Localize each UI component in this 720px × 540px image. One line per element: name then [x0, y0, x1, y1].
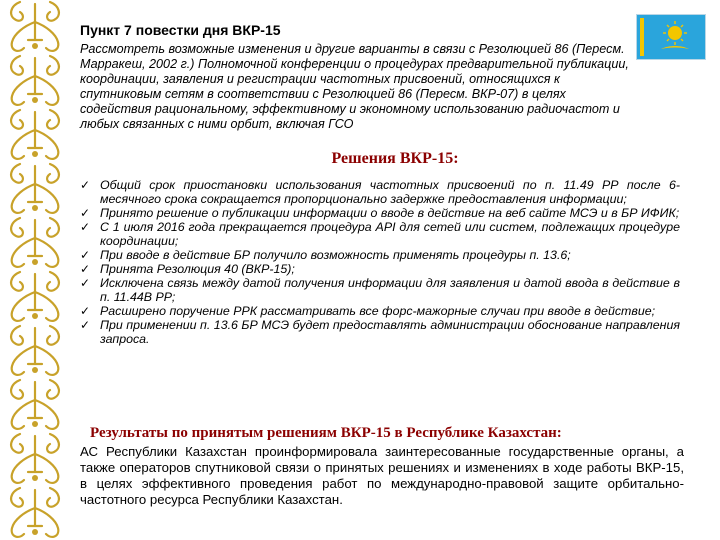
decision-text: Общий срок приостановки использования частотных присвоений по п. 11.49 РР после 6-месячного срока сокращается пропорционально задержке предоставления информации;: [100, 178, 680, 206]
list-item: [80, 178, 680, 206]
checkmark-icon: ✓: [80, 318, 91, 332]
list-item: [80, 262, 680, 276]
decision-text: Принята Резолюция 40 (ВКР-15);: [100, 262, 295, 276]
checkmark-icon: ✓: [80, 276, 91, 290]
header: [80, 22, 636, 132]
list-item: [80, 304, 680, 318]
checkmark-icon: ✓: [80, 220, 91, 234]
checkmark-icon: ✓: [80, 262, 91, 276]
agenda-item-text: Рассмотреть возможные изменения и другие варианты в связи с Резолюцией 86 (Пересм. Марракеш, 2002 г.) Полномочной конференции о процедурах предварительной публикации, координации, заявления и регистрации частотных присвоений, относящихся к спутниковым сетям в соответствии с Резолюцией 86 (Пересм. ВКР-07) в целях содействия рациональному, эффективному и экономному использованию радиочастот и любых связанных с ними орбит, включая ГСО: [80, 42, 629, 131]
kazakh-ornament-icon: [0, 0, 70, 540]
results-text: АС Республики Казахстан проинформировала заинтересованные государственные органы, а также операторов спутниковой связи о принятых решениях и изменениях в ходе работы ВКР-15, в целях эффективного проведения работ по международно-правовой защите орбитально-частотного ресурса Республики Казахстан.: [80, 444, 684, 507]
list-item: [80, 276, 680, 304]
checkmark-icon: ✓: [80, 178, 91, 192]
list-item: [80, 248, 680, 262]
checkmark-icon: ✓: [80, 248, 91, 262]
list-item: [80, 318, 680, 346]
decisions-title: Решения ВКР-15:: [331, 150, 459, 167]
decision-text: Принято решение о публикации информации о вводе в действие на веб сайте МСЭ и в БР ИФИК;: [100, 206, 680, 220]
decision-text: При применении п. 13.6 БР МСЭ будет предоставлять администрации обоснование направления запроса.: [100, 318, 680, 346]
flag-emblem-icon: [637, 15, 705, 59]
decision-text: При вводе в действие БР получило возможность применять процедуры п. 13.6;: [100, 248, 571, 262]
list-item: [80, 206, 680, 220]
checkmark-icon: ✓: [80, 304, 91, 318]
ornament-border: [0, 0, 70, 540]
page-title: Пункт 7 повестки дня ВКР-15: [80, 22, 281, 38]
kazakhstan-flag-icon: [636, 14, 706, 60]
results-title: Результаты по принятым решениям ВКР-15 в Республике Казахстан:: [90, 425, 562, 441]
decision-text: Расширено поручение РРК рассматривать все форс-мажорные случаи при вводе в действие;: [100, 304, 656, 318]
decision-text: С 1 июля 2016 года прекращается процедура API для сетей или систем, подлежащих процедуре координации;: [100, 220, 680, 248]
list-item: [80, 220, 680, 248]
decision-text: Исключена связь между датой получения информации для заявления и датой ввода в действие в п. 11.44В РР;: [100, 276, 680, 304]
checkmark-icon: ✓: [80, 206, 91, 220]
decisions-list: [80, 178, 680, 346]
